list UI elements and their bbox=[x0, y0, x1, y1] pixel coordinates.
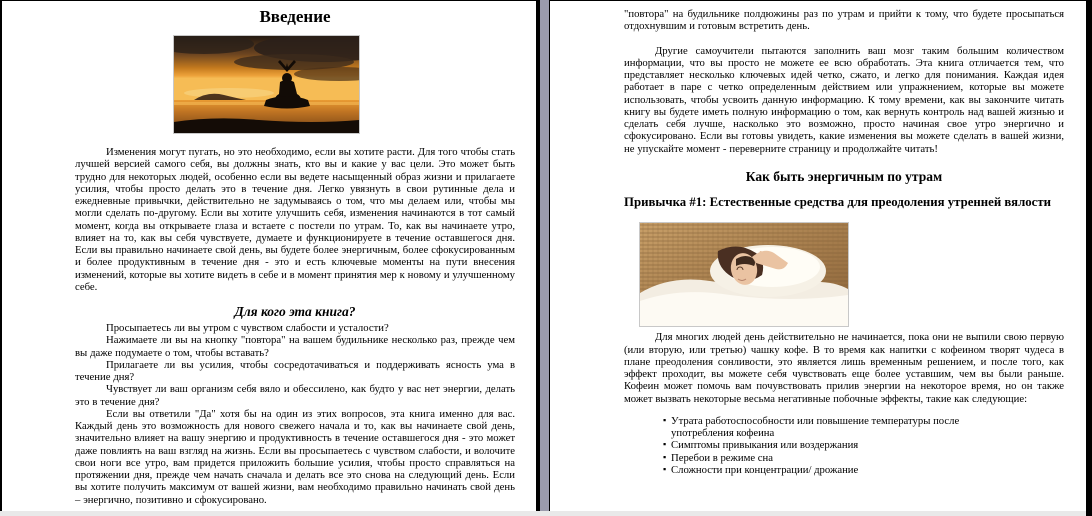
question-line: Нажимаете ли вы на кнопку "повтора" на вашем будильнике несколько раз, прежде чем вы даже подумаете о том, чтобы вставать? bbox=[75, 334, 515, 359]
paragraph: Изменения могут пугать, но это необходимо, если вы хотите расти. Для того чтобы стать лучшей версией самого себя, вы должны знать, кто вы и какие у вас цели. Это может быть трудно для некоторых людей, особенно если вы ведете насыщенный образ жизни и прилагаете усилия, чтобы просто делать это в течение дня. Легко увязнуть в свои рутинные дела и ежедневные привычки, действительно не задумываясь о том, что мы делаем или, чтобы мы могли сделать по-другому. Если вы хотите улучшить себя, изменения начинаются в тот самый момент, когда вы открываете глаза и встаете с постели по утрам. То, как вы начинаете утро, влияет на то, как вы себя чувствуете, думаете и функционируете в течение оставшегося дня. Если вы правильно начинаете свой день, вы будете более энергичным, более сфокусированным и более продуктивным в течение дня - это и есть ключевые моменты на пути внесения изменений, которые вы хотите видеть в себе и в момент принятия мер к новому и улучшенному себе. bbox=[75, 146, 515, 293]
question-line: Прилагаете ли вы усилия, чтобы сосредотачиваться и поддерживать ясность ума в течение дня? bbox=[75, 358, 515, 383]
section-heading: Для кого эта книга? bbox=[234, 304, 356, 319]
paragraph: Для многих людей день действительно не начинается, пока они не выпили свою первую (или вторую, или третью) чашку кофе. В то время как напитки с кофеином творят чудеса в плане преодоления сонливости, это является лишь временным решением, и после того, как эффект проходит, вы можете себя чувствовать еще более уставшим, чем вы были раньше. Кофеин может помочь вам почувствовать прилив энергии на некоторое время, но он также может вызвать некоторые весьма негативные побочные эффекты, такие как следующие: bbox=[624, 331, 1064, 405]
sunset-meditation-image bbox=[173, 35, 515, 134]
paragraph: Если вы ответили "Да" хотя бы на один из этих вопросов, эта книга именно для вас. Каждый день это возможность для нового свежего начала и то, как вы начинаете свой день, значительно влияет на вашу энергию и продуктивность в течение оставшегося дня - это может даже повлиять на ваш взгляд на жизнь. Если вы просыпаетесь с чувством слабости, и волочите свои ноги все утро, вам придется приложить большие усилия, чтобы просто справляться на протяжении дня, прежде чем начать сначала и делать все это снова на следующий день. Если вы хотите получить максимум от вашей жизни, вам необходимо правильно начинать свой день – энергично, позитивно и сфокусировано. bbox=[75, 407, 515, 506]
page-title: Введение bbox=[259, 7, 331, 26]
page-spine-gap bbox=[536, 0, 550, 516]
paragraph-gap bbox=[624, 33, 1064, 45]
list-item: ▪ Сложности при концентрации/ дрожание bbox=[624, 464, 976, 476]
list-item: ▪ Утрата работоспособности или повышение температуры после употребления кофеина bbox=[624, 415, 976, 440]
habit-heading: Привычка #1: Естественные средства для преодоления утренней вялости bbox=[624, 194, 1051, 209]
bottom-strip bbox=[0, 511, 1092, 516]
document-page-right[interactable] bbox=[550, 1, 1086, 511]
woman-in-bed-graphic bbox=[639, 222, 849, 327]
list-item: ▪ Перебои в режиме сна bbox=[624, 452, 976, 464]
window-right-border bbox=[1086, 0, 1092, 516]
document-page-left[interactable] bbox=[2, 1, 536, 511]
woman-in-bed-image bbox=[639, 222, 1064, 327]
paragraph: Другие самоучители пытаются заполнить ваш мозг таким большим количеством информации, что вы просто не можете ее всю обработать. Эта книга отличается тем, что представляет несколько ключевых идей четко, сжато, и легко для понимания. Каждая идея работает в паре с четко определенным действием или упражнением, которые вы можете использовать, чтобы усвоить данную информацию. К тому времени, как вы закончите читать книгу вы будете иметь полную информацию о том, как вернуть контроль над вашей жизнью и сделать себя лучше, насколько это возможно, просто начиная свое утро энергично и сфокусировано. Если вы готовы увидеть, какие изменения вы можете сделать в вашей жизни, не упускайте момент - переверните страницу и продолжайте читать! bbox=[624, 44, 1064, 155]
paragraph-continuation: "повтора" на будильнике полдюжины раз по утрам и прийти к тому, что будете просыпаться отдохнувшим и готовым встретить день. bbox=[624, 8, 1064, 33]
chapter-heading: Как быть энергичным по утрам bbox=[745, 168, 943, 184]
question-line: Просыпаетесь ли вы утром с чувством слабости и усталости? bbox=[106, 322, 389, 334]
list-item: ▪ Симптомы привыкания или воздержания bbox=[624, 439, 976, 451]
sunset-meditation-graphic bbox=[173, 35, 360, 134]
side-effects-list bbox=[624, 415, 976, 476]
window-left-border bbox=[0, 0, 2, 516]
question-line: Чувствует ли ваш организм себя вяло и обессилено, как будто у вас нет энергии, делать это в течение дня? bbox=[75, 383, 515, 408]
